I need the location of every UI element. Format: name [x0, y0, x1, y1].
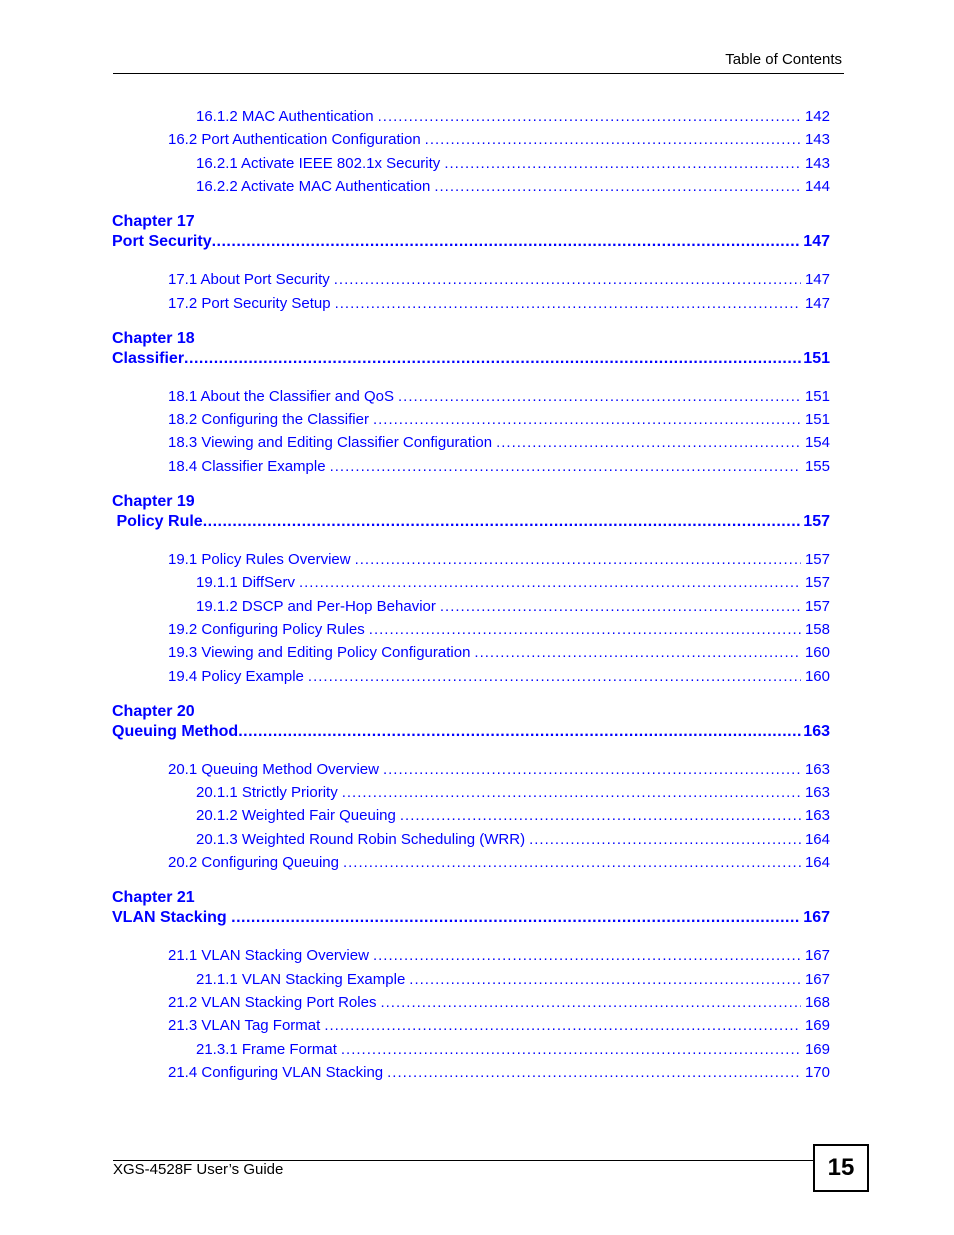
toc-entry-label: 19.1 Policy Rules Overview [168, 551, 351, 568]
toc-entry-label: 18.3 Viewing and Editing Classifier Configuration [168, 434, 493, 452]
page-number: 15 [827, 1154, 855, 1181]
toc-entry-page: 169 [804, 1040, 830, 1058]
toc-entry-label: 21.1.1 VLAN Stacking Example [196, 970, 406, 988]
toc-entry-page: 160 [804, 667, 830, 685]
toc-entry-page: 143 [804, 154, 830, 172]
chapter-page: 151 [803, 349, 830, 367]
dot-leader [378, 108, 801, 125]
toc-entry[interactable] [168, 621, 830, 638]
dot-leader [334, 271, 801, 288]
toc-entry-label: 17.2 Port Security Setup [168, 294, 331, 312]
toc-entry-page: 147 [804, 271, 830, 289]
toc-entry-page: 167 [804, 947, 830, 965]
chapter-label[interactable]: Chapter 17 [112, 213, 195, 231]
toc-entry[interactable] [196, 1041, 830, 1058]
toc-entry-page: 143 [804, 131, 830, 149]
toc-entry-label: 21.3.1 Frame Format [196, 1040, 337, 1058]
chapter-title[interactable] [112, 233, 830, 251]
dot-leader [212, 233, 802, 251]
chapter-label[interactable]: Chapter 19 [112, 493, 195, 510]
toc-entry-label: 19.4 Policy Example [168, 667, 304, 685]
toc-entry[interactable] [168, 644, 830, 661]
toc-entry-label: 21.3 VLAN Tag Format [168, 1017, 321, 1035]
toc-entry-page: 144 [804, 177, 830, 195]
toc-entry[interactable] [168, 551, 830, 568]
chapter-title[interactable] [112, 513, 830, 531]
toc-entry-label: 21.2 VLAN Stacking Port Roles [168, 993, 377, 1011]
toc-entry-page: 151 [804, 387, 830, 405]
toc-entry[interactable] [168, 271, 830, 288]
toc-entry-page: 151 [804, 411, 830, 429]
toc-entry[interactable] [196, 784, 830, 801]
chapter-title-text: VLAN Stacking [112, 909, 232, 927]
chapter-page: 147 [803, 233, 830, 251]
toc-entry-label: 16.2 Port Authentication Configuration [168, 131, 421, 149]
dot-leader [203, 513, 802, 531]
toc-entry-label: 20.1.3 Weighted Round Robin Scheduling (WRR) [196, 830, 526, 848]
chapter-title-text: Queuing Method [112, 722, 239, 740]
dot-leader [444, 155, 801, 172]
dot-leader [355, 551, 801, 568]
toc-entry-label: 19.2 Configuring Policy Rules [168, 620, 365, 638]
dot-leader [343, 854, 801, 871]
toc-entry[interactable] [168, 668, 830, 685]
dot-leader [369, 621, 801, 638]
chapter-page: 167 [803, 909, 830, 927]
header-section-title: Table of Contents [725, 51, 842, 68]
dot-leader [387, 1064, 801, 1081]
chapter-title-text: Policy Rule [112, 513, 203, 530]
dot-leader [335, 295, 801, 312]
toc-entry[interactable] [196, 807, 830, 824]
toc-entry-page: 167 [804, 970, 830, 988]
footer-guide-title: XGS-4528F User’s Guide [113, 1161, 284, 1178]
dot-leader [341, 1041, 801, 1058]
chapter-label[interactable]: Chapter 18 [112, 329, 195, 347]
toc-entry[interactable] [168, 411, 830, 428]
toc-entry[interactable] [196, 831, 830, 848]
page-number-box [813, 1144, 869, 1192]
toc-entry-page: 157 [804, 574, 830, 592]
toc-entry-page: 163 [804, 807, 830, 825]
toc-entry[interactable] [196, 155, 830, 172]
toc-entry[interactable] [196, 971, 830, 988]
dot-leader [330, 458, 801, 475]
dot-leader [398, 388, 801, 405]
toc-entry-label: 18.1 About the Classifier and QoS [168, 387, 394, 405]
toc-entry-label: 16.2.2 Activate MAC Authentication [196, 177, 431, 195]
toc-entry-page: 168 [804, 993, 830, 1011]
dot-leader [308, 668, 801, 685]
toc-entry-label: 17.1 About Port Security [168, 271, 330, 289]
toc-entry-label: 20.1.1 Strictly Priority [196, 784, 338, 802]
dot-leader [400, 807, 801, 824]
toc-entry-page: 164 [804, 854, 830, 871]
toc-entry-page: 147 [804, 294, 830, 312]
toc-entry-page: 170 [804, 1063, 830, 1081]
dot-leader [529, 831, 801, 848]
dot-leader [440, 598, 801, 615]
toc-entry[interactable] [168, 994, 830, 1011]
toc-entry[interactable] [168, 854, 830, 871]
header-divider [113, 73, 844, 74]
toc-entry[interactable] [168, 761, 830, 778]
toc-entry[interactable] [168, 388, 830, 405]
chapter-title[interactable] [112, 909, 830, 927]
dot-leader [380, 994, 801, 1011]
toc-entry-page: 158 [804, 620, 830, 638]
chapter-page: 163 [803, 722, 830, 740]
dot-leader [474, 644, 801, 661]
chapter-page: 157 [803, 513, 830, 530]
dot-leader [299, 574, 801, 591]
dot-leader [496, 434, 801, 451]
dot-leader [373, 411, 801, 428]
dot-leader [184, 350, 801, 368]
dot-leader [409, 971, 801, 988]
dot-leader [383, 761, 801, 778]
toc-entry-page: 155 [804, 457, 830, 475]
chapter-label[interactable]: Chapter 20 [112, 702, 195, 720]
toc-entry-label: 16.1.2 MAC Authentication [196, 108, 374, 125]
chapter-title-text: Port Security [112, 233, 212, 251]
toc-entry-page: 163 [804, 784, 830, 802]
toc-entry-label: 20.1.2 Weighted Fair Queuing [196, 807, 396, 825]
toc-entry[interactable] [168, 295, 830, 312]
toc-entry-page: 164 [804, 830, 830, 848]
toc-entry[interactable] [168, 1064, 830, 1081]
dot-leader [373, 947, 801, 964]
toc-entry-page: 157 [804, 551, 830, 568]
toc-entry[interactable] [168, 947, 830, 964]
toc-entry-page: 169 [804, 1017, 830, 1035]
toc-entry-page: 154 [804, 434, 830, 452]
toc-entry[interactable] [196, 178, 830, 195]
dot-leader [324, 1017, 801, 1034]
toc-entry[interactable] [168, 458, 830, 475]
dot-leader [425, 131, 801, 148]
toc-entry-page: 163 [804, 760, 830, 778]
chapter-label[interactable]: Chapter 21 [112, 889, 195, 907]
toc-entry-page: 157 [804, 597, 830, 615]
toc-entry-page: 160 [804, 644, 830, 662]
dot-leader [434, 178, 801, 195]
toc-entry[interactable] [196, 108, 830, 125]
chapter-title[interactable] [112, 350, 830, 368]
dot-leader [342, 784, 801, 801]
toc-entry-page: 142 [804, 108, 830, 125]
chapter-title[interactable] [112, 723, 830, 741]
toc-entry[interactable] [168, 1017, 830, 1034]
toc-entry-label: 19.1.2 DSCP and Per-Hop Behavior [196, 597, 436, 615]
toc-entry-label: 18.4 Classifier Example [168, 457, 326, 475]
dot-leader [231, 909, 801, 927]
toc-entry-label: 18.2 Configuring the Classifier [168, 411, 369, 429]
toc-entry[interactable] [196, 598, 830, 615]
toc-entry-label: 20.2 Configuring Queuing [168, 854, 339, 871]
toc-entry-label: 21.4 Configuring VLAN Stacking [168, 1063, 384, 1081]
toc-entry[interactable] [168, 434, 830, 451]
toc-entry[interactable] [196, 574, 830, 591]
dot-leader [238, 723, 801, 741]
toc-entry-label: 19.1.1 DiffServ [196, 574, 295, 592]
toc-entry-label: 20.1 Queuing Method Overview [168, 760, 379, 778]
toc-entry[interactable] [168, 131, 830, 148]
toc-entry-label: 21.1 VLAN Stacking Overview [168, 947, 369, 965]
chapter-title-text: Classifier [112, 349, 185, 367]
toc-entry-label: 16.2.1 Activate IEEE 802.1x Security [196, 154, 441, 172]
toc-entry-label: 19.3 Viewing and Editing Policy Configuration [168, 644, 471, 662]
